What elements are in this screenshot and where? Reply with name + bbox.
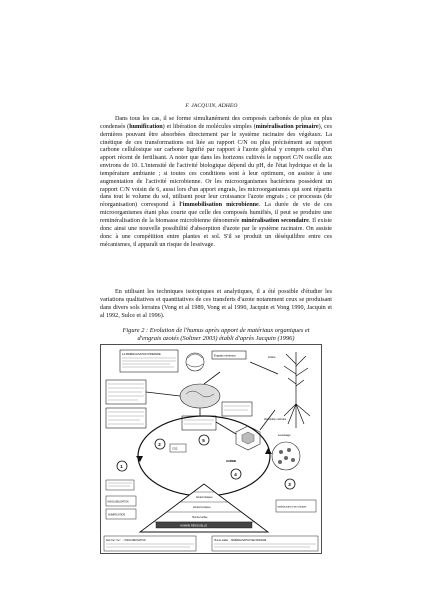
step-1-label: 1 [120,464,123,469]
central-box-2 [222,402,252,416]
caption-line-2: d'engrais azotés (Soltner 2003) établi d'après Jacquin (1996) [137,334,295,342]
humification-label: HUMIFICATION [108,513,126,517]
humine-heritee-label: Humine héritée [192,517,208,519]
step-4-label: 4 [234,472,237,477]
lessivage-label: Lessivage [278,433,291,437]
humus-evolution-figure [100,344,322,554]
p1-text-c: ), ces dernières pouvant être absorbées directement par le système racinaire des végétaux. La cinétique de ces transformations est liée au rapport C/N ou plus précisément au rapport carbone cellulosique sur carbone lignifié par rapport à l'azote global y compris celui d'un apport récent de fertilisant. A noter que dans les horizons cultivés le rapport C/N oscille aux environs de 10. L'intensité de l'activité biologique dépend du pH, de l'état hydrique et de la température ambiante ; si toutes ces conditions sont à leur optimum, on assiste à une augmentation de l'activité microbienne. Or les microorganismes bactériens possèdent un rapport C/N voisin de 6, aussi lors d'un apport engrais, les microorganismes qui sont répartis dans tout le volume du sol, utilisent pour leur croissance l'azote engrais ; ce processus (de réorganisation) correspond à [100,123,332,209]
step-2-label: 2 [158,442,161,447]
caption-line-1: Figure 2 : Evolution de l'humus après apport de matériaux organiques et [122,327,310,334]
running-header: F. JACQUIN, ADHEO [185,103,238,109]
paragraph-isotopes: En utilisant les techniques isotopiques et analytiques, il a été possible d'étudier les variations qualitatives et quantitatives de ces transferts d'azote notamment ceux se produisant dans divers sols lorrains (Vong et al 1989, Vong et al 1990, Jacquin et Vong 1990, Jacquin et al 1992, Sulce et al 1996). [100,289,332,319]
term-mineralisation-secondaire: minéralisation secondaire [241,217,309,224]
step-3-label: 3 [288,482,291,487]
engrais-label: Engrais minéraux [214,353,236,358]
co2-label: CO2 [172,447,178,451]
bottom-right-label: Humus stable ... MINÉRALISATION SECONDAIRE [214,540,267,542]
left-box-3 [106,480,134,490]
bottom-left-label: Sels Ca²⁺ Fe³⁺ ... INSOLUBILISATION [106,540,146,542]
step-5-label: 5 [202,438,205,443]
left-box-2 [106,408,146,428]
litiere-label: Litière [268,355,276,359]
p1-text-d: . La durée de vie de ces microorganismes étant plus courte que celle des composés humifiés, il peut se produire une reminéralisation de la biomasse microbienne dénommée [100,202,332,224]
acides-humiques-label: Acides humiques [193,507,211,509]
p1-text-b: ) et libération de molécules simples ( [162,123,256,130]
rhizosphere-label: Absorption racinaire [264,418,287,421]
insolubilisation-label: INSOLUBILISATION [107,501,129,504]
p1-text-e: . Il existe donc ainsi une nouvelle possibilité d'absorption d'azote par le système racinaire. On assiste donc à une compétition entre plantes et sol. S'il se produit un déséquilibre entre ces mécanismes, il apparaît un risque de lessivage. [100,217,333,248]
humine-residuelle-label: HUMINE RÉSIDUELLE [180,524,208,528]
bottom-right-box [212,536,318,551]
p1-text-a: Dans tous les cas, il se forme simultanément des composés carbonés de plus en plus condensés ( [100,116,332,130]
top-box-label: LA MINÉRALISATION PRIMAIRE [122,353,161,356]
mineralisation-secondaire-label: MINÉRALISATION SECONDAIRE [277,506,307,509]
figure-caption [100,327,332,343]
bottom-left-box [104,536,196,551]
central-box-1 [182,416,216,430]
humine-label: HUMINE [226,460,237,463]
figure-diagram [100,344,322,554]
paragraph-humification [100,116,332,249]
term-mineralisation-primaire: minéralisation primaire [255,123,319,130]
term-humification: humification [129,123,163,130]
term-immobilisation: l'immobilisation microbienne [179,202,259,209]
acides-fulviques-label: Acides fulviques [196,497,213,499]
organic-matter [180,384,220,408]
